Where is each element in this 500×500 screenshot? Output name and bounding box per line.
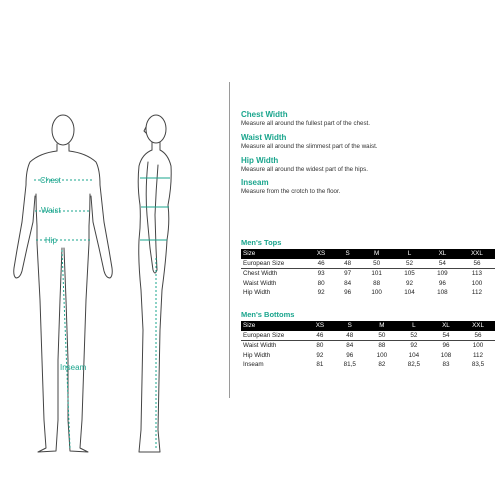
table-cell: 108 bbox=[440, 351, 452, 359]
table-header-cell: S bbox=[333, 321, 367, 331]
table-cell: Chest Width bbox=[243, 270, 278, 278]
table-header-cell: M bbox=[360, 249, 393, 259]
table-cell: 50 bbox=[367, 331, 397, 341]
table-cell: 82 bbox=[378, 361, 386, 369]
table-cell: 92 bbox=[317, 289, 325, 297]
table-cell: 108 bbox=[437, 289, 448, 297]
table-row bbox=[241, 288, 495, 298]
table-cell: 80 bbox=[317, 279, 325, 287]
table-cell: 100 bbox=[371, 289, 382, 297]
waist-label: Waist bbox=[41, 206, 61, 215]
table-header-cell: L bbox=[397, 321, 431, 331]
table-cell: 112 bbox=[473, 351, 484, 359]
table-row bbox=[241, 360, 495, 370]
table-cell: Waist Width bbox=[243, 279, 277, 287]
table-cell: 97 bbox=[344, 270, 352, 278]
table-cell: 92 bbox=[406, 279, 414, 287]
table-cell: 92 bbox=[410, 342, 418, 350]
table-cell: 56 bbox=[459, 259, 495, 269]
side-figure bbox=[138, 115, 171, 452]
waist-width-desc: Measure all around the slimmest part of the waist. bbox=[241, 143, 378, 150]
table-cell: 100 bbox=[376, 351, 388, 359]
table-cell: 84 bbox=[344, 279, 352, 287]
table-cell: 52 bbox=[397, 331, 431, 341]
table-header-row bbox=[241, 249, 495, 259]
mens-bottoms-title: Men's Bottoms bbox=[241, 310, 295, 319]
table-cell: 96 bbox=[344, 289, 352, 297]
table-cell: 56 bbox=[461, 331, 495, 341]
table-row bbox=[241, 351, 495, 361]
waist-width-title: Waist Width bbox=[241, 133, 287, 142]
table-cell: Inseam bbox=[243, 361, 264, 369]
table-cell: 88 bbox=[378, 342, 386, 350]
table-cell: 92 bbox=[316, 351, 324, 359]
table-cell: 101 bbox=[371, 270, 382, 278]
inseam-title: Inseam bbox=[241, 178, 269, 187]
table-cell: 46 bbox=[307, 259, 335, 269]
table-cell: 104 bbox=[404, 289, 415, 297]
table-row bbox=[241, 279, 495, 289]
table-cell: 109 bbox=[437, 270, 448, 278]
table-cell: 54 bbox=[431, 331, 461, 341]
table-cell: 83,5 bbox=[471, 361, 485, 369]
table-row bbox=[241, 269, 495, 279]
mens-bottoms-table bbox=[241, 321, 495, 370]
inseam-definition bbox=[241, 178, 496, 196]
table-cell: 100 bbox=[471, 279, 483, 287]
table-cell: 82,5 bbox=[407, 361, 421, 369]
table-cell: Waist Width bbox=[243, 342, 277, 350]
table-row bbox=[241, 331, 495, 341]
table-cell: 105 bbox=[404, 270, 415, 278]
table-cell: 113 bbox=[471, 270, 482, 278]
table-cell: 112 bbox=[471, 289, 482, 297]
table-cell: 54 bbox=[426, 259, 459, 269]
hip-width-desc: Measure all around the widest part of the hips. bbox=[241, 166, 368, 173]
table-header-cell: Size bbox=[241, 321, 307, 331]
table-header-cell: XL bbox=[426, 249, 459, 259]
table-cell: 81 bbox=[316, 361, 324, 369]
table-cell: 48 bbox=[333, 331, 367, 341]
table-cell: 96 bbox=[438, 279, 446, 287]
divider bbox=[229, 82, 230, 398]
table-cell: 48 bbox=[335, 259, 360, 269]
hip-width-definition bbox=[241, 156, 496, 174]
chest-label: Chest bbox=[40, 176, 61, 185]
table-cell: European Size bbox=[241, 331, 307, 341]
table-cell: 96 bbox=[346, 351, 354, 359]
table-cell: 96 bbox=[442, 342, 450, 350]
table-header-row bbox=[241, 321, 495, 331]
table-cell: Hip Width bbox=[243, 351, 271, 359]
table-cell: 100 bbox=[472, 342, 484, 350]
table-cell: 46 bbox=[307, 331, 333, 341]
table-row bbox=[241, 259, 495, 269]
table-header-cell: M bbox=[367, 321, 397, 331]
table-header-cell: XL bbox=[431, 321, 461, 331]
table-cell: 104 bbox=[408, 351, 420, 359]
table-header-cell: XS bbox=[307, 249, 335, 259]
mens-tops-title: Men's Tops bbox=[241, 238, 282, 247]
table-cell: 50 bbox=[360, 259, 393, 269]
inseam-line bbox=[62, 250, 156, 450]
table-header-cell: Size bbox=[241, 249, 307, 259]
chest-width-title: Chest Width bbox=[241, 110, 288, 119]
hip-label: Hip bbox=[45, 236, 58, 245]
table-header-cell: XXL bbox=[459, 249, 495, 259]
chest-width-desc: Measure all around the fullest part of the chest. bbox=[241, 120, 370, 127]
table-cell: 81,5 bbox=[343, 361, 356, 369]
waist-width-definition bbox=[241, 133, 496, 151]
chest-width-definition bbox=[241, 110, 496, 128]
inseam-label: Inseam bbox=[60, 363, 87, 372]
table-cell: 84 bbox=[346, 342, 354, 350]
table-cell: 52 bbox=[393, 259, 426, 269]
table-cell: Hip Width bbox=[243, 289, 271, 297]
hip-width-title: Hip Width bbox=[241, 156, 279, 165]
table-cell: 88 bbox=[373, 279, 381, 287]
table-cell: 93 bbox=[317, 270, 325, 278]
table-cell: 83 bbox=[442, 361, 450, 369]
table-header-cell: XXL bbox=[461, 321, 495, 331]
inseam-desc: Measure from the crotch to the floor. bbox=[241, 188, 341, 195]
table-row bbox=[241, 341, 495, 351]
table-header-cell: XS bbox=[307, 321, 333, 331]
table-header-cell: S bbox=[335, 249, 360, 259]
table-cell: 80 bbox=[316, 342, 324, 350]
mens-tops-table bbox=[241, 249, 495, 298]
body-measurement-illustration bbox=[0, 0, 230, 500]
table-header-cell: L bbox=[393, 249, 426, 259]
table-cell: European Size bbox=[241, 259, 307, 269]
